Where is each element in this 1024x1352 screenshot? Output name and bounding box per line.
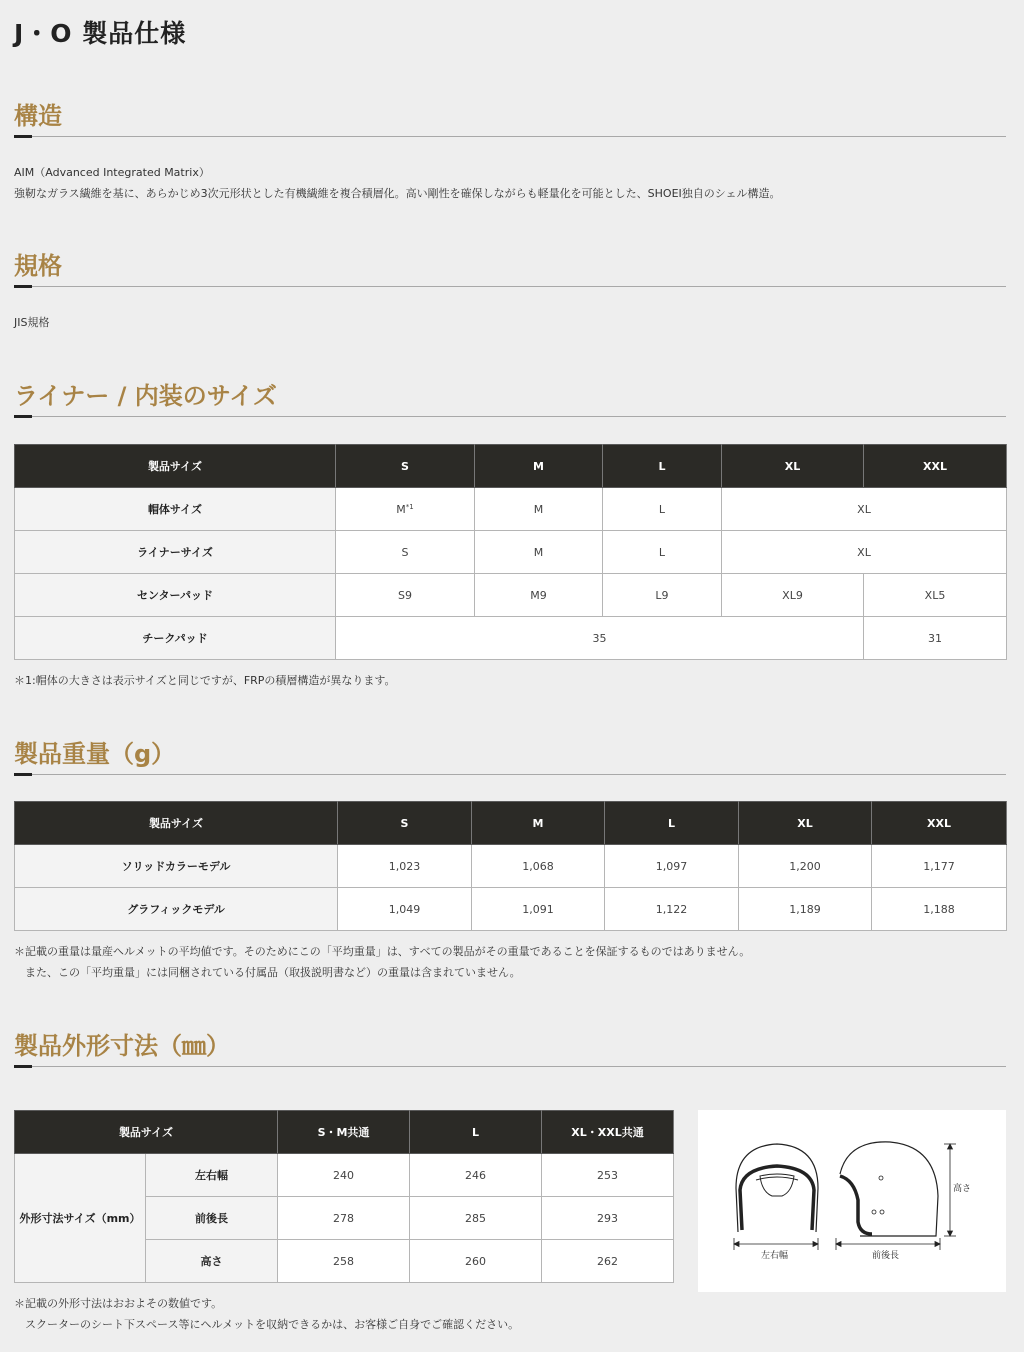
row-header: 前後長 [146, 1197, 278, 1240]
column-header: XXL [864, 445, 1007, 488]
section-heading-text: 構造 [14, 102, 62, 130]
row-header: グラフィックモデル [15, 888, 338, 931]
table-row [15, 574, 1007, 617]
weight-footnote-line-1: ＊記載の重量は量産ヘルメットの平均値です。そのためにこの「平均重量」は、すべての製品がその重量であることを保証するものではありません。 [14, 945, 751, 958]
table-cell: L9 [603, 574, 722, 617]
divider [14, 416, 1006, 417]
table-cell: 1,177 [872, 845, 1007, 888]
table-header-row [15, 1111, 674, 1154]
column-header: XL [739, 802, 872, 845]
table-cell: 1,122 [605, 888, 739, 931]
standard-text: JIS規格 [14, 316, 50, 329]
row-header: センターパッド [15, 574, 336, 617]
table-row [15, 488, 1007, 531]
dimensions-footnote [14, 1293, 519, 1335]
column-header: L [605, 802, 739, 845]
section-heading-dimensions [14, 1026, 1006, 1070]
column-header: XL [722, 445, 864, 488]
table-cell: 285 [410, 1197, 542, 1240]
table-cell: 240 [278, 1154, 410, 1197]
table-cell: 1,189 [739, 888, 872, 931]
column-header: 製品サイズ [15, 445, 336, 488]
row-header: 左右幅 [146, 1154, 278, 1197]
table-cell: 246 [410, 1154, 542, 1197]
row-header: 帽体サイズ [15, 488, 336, 531]
table-cell: 253 [542, 1154, 674, 1197]
divider-accent [14, 415, 32, 418]
weight-table [14, 801, 1007, 931]
divider [14, 1066, 1006, 1067]
structure-line-2: 強靭なガラス繊維を基に、あらかじめ3次元形状とした有機繊維を複合積層化。高い剛性を確保しながらも軽量化を可能とした、SHOEI独自のシェル構造。 [14, 187, 781, 200]
table-row [15, 531, 1007, 574]
table-cell: M9 [475, 574, 603, 617]
table-cell: 35 [336, 617, 864, 660]
table-cell [336, 488, 475, 531]
helmet-side-view [840, 1142, 938, 1236]
helmet-dimension-diagram [698, 1110, 1006, 1292]
table-cell: XL5 [864, 574, 1007, 617]
divider [14, 286, 1006, 287]
section-heading-standard [14, 246, 1006, 290]
table-cell: 293 [542, 1197, 674, 1240]
table-cell: 1,023 [338, 845, 472, 888]
row-header: ソリッドカラーモデル [15, 845, 338, 888]
column-header: XL・XXL共通 [542, 1111, 674, 1154]
column-header: 製品サイズ [15, 802, 338, 845]
cell-value: M [396, 502, 406, 516]
table-cell: 1,200 [739, 845, 872, 888]
divider-accent [14, 773, 32, 776]
section-heading-text: 規格 [14, 252, 62, 280]
table-cell: 1,049 [338, 888, 472, 931]
section-heading-text: ライナー / 内装のサイズ [14, 382, 277, 410]
table-cell: S9 [336, 574, 475, 617]
table-row [15, 1154, 674, 1197]
table-cell: 1,188 [872, 888, 1007, 931]
table-cell: 1,097 [605, 845, 739, 888]
table-cell: M [475, 531, 603, 574]
section-heading-text: 製品外形寸法（㎜） [14, 1032, 230, 1060]
column-header: S [336, 445, 475, 488]
table-cell: 258 [278, 1240, 410, 1283]
table-cell: S [336, 531, 475, 574]
liner-footnote: ＊1:帽体の大きさは表示サイズと同じですが、FRPの積層構造が異なります。 [14, 674, 396, 687]
row-header: ライナーサイズ [15, 531, 336, 574]
table-cell: 31 [864, 617, 1007, 660]
liner-size-table [14, 444, 1007, 660]
row-header: チークパッド [15, 617, 336, 660]
column-header: L [410, 1111, 542, 1154]
dimensions-footnote-line-2: スクーターのシート下スペース等にヘルメットを収納できるかは、お客様ご自身でご確認ください。 [14, 1318, 520, 1331]
column-header: L [603, 445, 722, 488]
weight-footnote [14, 941, 750, 983]
table-cell: 260 [410, 1240, 542, 1283]
column-header: XXL [872, 802, 1007, 845]
section-heading-text: 製品重量（g） [14, 740, 176, 768]
table-row [15, 888, 1007, 931]
table-cell: 262 [542, 1240, 674, 1283]
table-cell: L [603, 531, 722, 574]
column-header: M [475, 445, 603, 488]
footnote-marker: *1 [405, 502, 414, 511]
row-header: 高さ [146, 1240, 278, 1283]
structure-description [14, 162, 781, 204]
divider-accent [14, 285, 32, 288]
table-cell: XL [722, 488, 1007, 531]
section-heading-liner [14, 376, 1006, 420]
table-cell: M [475, 488, 603, 531]
divider [14, 774, 1006, 775]
structure-line-1: AIM（Advanced Integrated Matrix） [14, 166, 210, 179]
table-cell: L [603, 488, 722, 531]
table-cell: 1,091 [472, 888, 605, 931]
weight-footnote-line-2: また、この「平均重量」には同梱されている付属品（取扱説明書など）の重量は含まれていません。 [14, 966, 521, 979]
section-heading-weight [14, 734, 1006, 778]
helmet-front-view [736, 1144, 818, 1232]
diagram-width-label: 左右幅 [761, 1251, 789, 1261]
section-heading-structure [14, 96, 1006, 140]
table-row [15, 617, 1007, 660]
column-header: 製品サイズ [15, 1111, 278, 1154]
table-cell: XL9 [722, 574, 864, 617]
diagram-height-label: 高さ [953, 1184, 972, 1194]
diagram-length-label: 前後長 [872, 1251, 900, 1261]
column-header: S・M共通 [278, 1111, 410, 1154]
divider [14, 136, 1006, 137]
table-header-row [15, 445, 1007, 488]
divider-accent [14, 1065, 32, 1068]
page-title: J・O 製品仕様 [14, 19, 187, 48]
helmet-diagram-svg [698, 1110, 1006, 1292]
dimensions-footnote-line-1: ＊記載の外形寸法はおおよその数値です。 [14, 1297, 223, 1310]
column-header: S [338, 802, 472, 845]
dimensions-table [14, 1110, 674, 1283]
divider-accent [14, 135, 32, 138]
table-cell: XL [722, 531, 1007, 574]
table-header-row [15, 802, 1007, 845]
table-row [15, 845, 1007, 888]
table-cell: 278 [278, 1197, 410, 1240]
table-cell: 1,068 [472, 845, 605, 888]
row-group-header: 外形寸法サイズ（mm） [15, 1154, 146, 1283]
column-header: M [472, 802, 605, 845]
